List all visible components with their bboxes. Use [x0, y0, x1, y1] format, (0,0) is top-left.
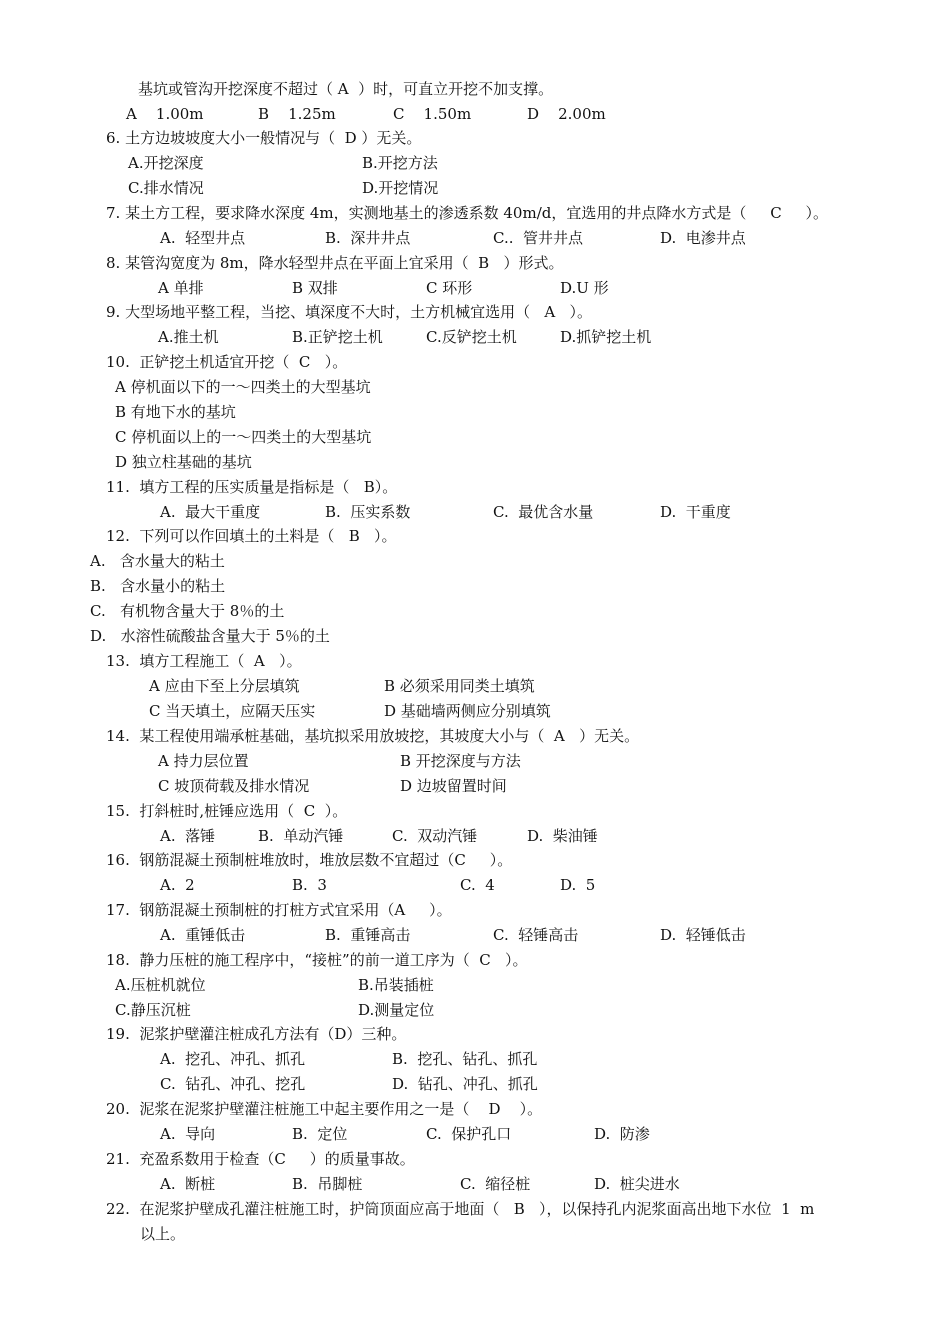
- option: D.测量定位: [358, 1001, 435, 1019]
- option: C.. 管井井点: [493, 229, 584, 247]
- option: A 停机面以下的一～四类土的大型基坑: [115, 378, 371, 396]
- option: C. 有机物含量大于 8％的土: [90, 602, 285, 620]
- option: C 当天填土，应隔天压实: [149, 702, 316, 720]
- option: A 应由下至上分层填筑: [149, 677, 300, 695]
- question-11-stem: 11. 填方工程的压实质量是指标是（ B）。: [106, 478, 398, 496]
- option: B. 吊脚桩: [292, 1175, 363, 1193]
- question-17-stem: 17. 钢筋混凝土预制桩的打桩方式宜采用（A ）。: [106, 901, 452, 919]
- question-8-stem: 8. 某管沟宽度为 8m，降水轻型井点在平面上宜采用（ B ）形式。: [106, 254, 564, 272]
- option: C.静压沉桩: [115, 1001, 191, 1019]
- option: C. 最优含水量: [493, 503, 594, 521]
- option: D. 柴油锤: [527, 827, 598, 845]
- option: D. 电渗井点: [660, 229, 746, 247]
- option: B 有地下水的基坑: [115, 403, 236, 421]
- option: B 双排: [292, 279, 338, 297]
- option: D.U 形: [560, 279, 609, 297]
- question-7-stem: 7. 某土方工程，要求降水深度 4m，实测地基土的渗透系数 40m/d，宜选用的井点降水方式是（ C ）。: [106, 204, 829, 222]
- option: B. 定位: [292, 1125, 348, 1143]
- question-22-stem: 22. 在泥浆护壁成孔灌注桩施工时，护筒顶面应高于地面（ B ），以保持孔内泥浆面高出地下水位 1 m: [106, 1200, 815, 1218]
- option: A. 含水量大的粘土: [90, 552, 225, 570]
- option: C. 缩径桩: [460, 1175, 531, 1193]
- option: C 1.50m: [393, 105, 472, 123]
- option: A. 挖孔、冲孔、抓孔: [160, 1050, 306, 1068]
- question-16-stem: 16. 钢筋混凝土预制桩堆放时，堆放层数不宜超过（C ）。: [106, 851, 513, 869]
- option: C. 轻锤高击: [493, 926, 579, 944]
- option: A.推土机: [158, 328, 219, 346]
- option: D 2.00m: [527, 105, 606, 123]
- question-15-stem: 15. 打斜桩时,桩锤应选用（ C ）。: [106, 802, 348, 820]
- option: A. 最大干重度: [160, 503, 261, 521]
- question-13-stem: 13. 填方工程施工（ A ）。: [106, 652, 302, 670]
- option: D. 干重度: [660, 503, 731, 521]
- option: C. 保护孔口: [426, 1125, 512, 1143]
- option: B. 含水量小的粘土: [90, 577, 226, 595]
- option: C.反铲挖土机: [426, 328, 517, 346]
- option: C. 4: [460, 876, 495, 894]
- option: C 坡顶荷载及排水情况: [158, 777, 310, 795]
- option: A. 断桩: [160, 1175, 216, 1193]
- question-6-stem: 6. 土方边坡坡度大小一般情况与（ D ）无关。: [106, 129, 422, 147]
- option: B. 压实系数: [325, 503, 411, 521]
- option: D.开挖情况: [362, 179, 439, 197]
- option: D.抓铲挖土机: [560, 328, 652, 346]
- option: B. 深井井点: [325, 229, 411, 247]
- option: A. 轻型井点: [160, 229, 246, 247]
- question-14-stem: 14. 某工程使用端承桩基础，基坑拟采用放坡挖，其坡度大小与（ A ）无关。: [106, 727, 640, 745]
- option: B 1.25m: [258, 105, 336, 123]
- option: D. 轻锤低击: [660, 926, 746, 944]
- option: D. 水溶性硫酸盐含量大于 5％的土: [90, 627, 330, 645]
- option: A.开挖深度: [128, 154, 204, 172]
- question-18-stem: 18. 静力压桩的施工程序中，“接桩”的前一道工序为（ C ）。: [106, 951, 528, 969]
- option: B. 单动汽锤: [258, 827, 344, 845]
- option: D. 桩尖进水: [594, 1175, 680, 1193]
- option: A 1.00m: [126, 105, 204, 123]
- option: B. 3: [292, 876, 327, 894]
- option: D. 防渗: [594, 1125, 650, 1143]
- option: C 停机面以上的一～四类土的大型基坑: [115, 428, 372, 446]
- option: A 持力层位置: [158, 752, 249, 770]
- question-21-stem: 21. 充盈系数用于检查（C ）的质量事故。: [106, 1150, 415, 1168]
- option: A. 2: [160, 876, 195, 894]
- option: A. 落锤: [160, 827, 216, 845]
- option: D. 5: [560, 876, 596, 894]
- option: B 开挖深度与方法: [400, 752, 521, 770]
- option: A 单排: [158, 279, 204, 297]
- option: B 必须采用同类土填筑: [384, 677, 535, 695]
- option: A. 重锤低击: [160, 926, 246, 944]
- option: A. 导向: [160, 1125, 216, 1143]
- option: C. 双动汽锤: [392, 827, 478, 845]
- option: B. 挖孔、钻孔、抓孔: [392, 1050, 538, 1068]
- option: B. 重锤高击: [325, 926, 411, 944]
- option: C 环形: [426, 279, 473, 297]
- option: A.压桩机就位: [115, 976, 206, 994]
- option: B.吊装插桩: [358, 976, 434, 994]
- option: D. 钻孔、冲孔、抓孔: [392, 1075, 538, 1093]
- question-20-stem: 20. 泥浆在泥浆护壁灌注桩施工中起主要作用之一是（ D ）。: [106, 1100, 543, 1118]
- option: D 边坡留置时间: [400, 777, 507, 795]
- option: B.正铲挖土机: [292, 328, 383, 346]
- question-19-stem: 19. 泥浆护壁灌注桩成孔方法有（D）三种。: [106, 1025, 407, 1043]
- option: C.排水情况: [128, 179, 204, 197]
- question-5-stem: 基坑或管沟开挖深度不超过（ A ）时，可直立开挖不加支撑。: [138, 80, 554, 98]
- question-9-stem: 9. 大型场地平整工程，当挖、填深度不大时，土方机械宜选用（ A ）。: [106, 303, 593, 321]
- question-10-stem: 10. 正铲挖土机适宜开挖（ C ）。: [106, 353, 348, 371]
- question-12-stem: 12. 下列可以作回填土的土料是（ B ）。: [106, 527, 397, 545]
- question-22-continuation: 以上。: [140, 1225, 186, 1243]
- option: B.开挖方法: [362, 154, 438, 172]
- option: C. 钻孔、冲孔、挖孔: [160, 1075, 306, 1093]
- option: D 独立柱基础的基坑: [115, 453, 252, 471]
- option: D 基础墙两侧应分别填筑: [384, 702, 551, 720]
